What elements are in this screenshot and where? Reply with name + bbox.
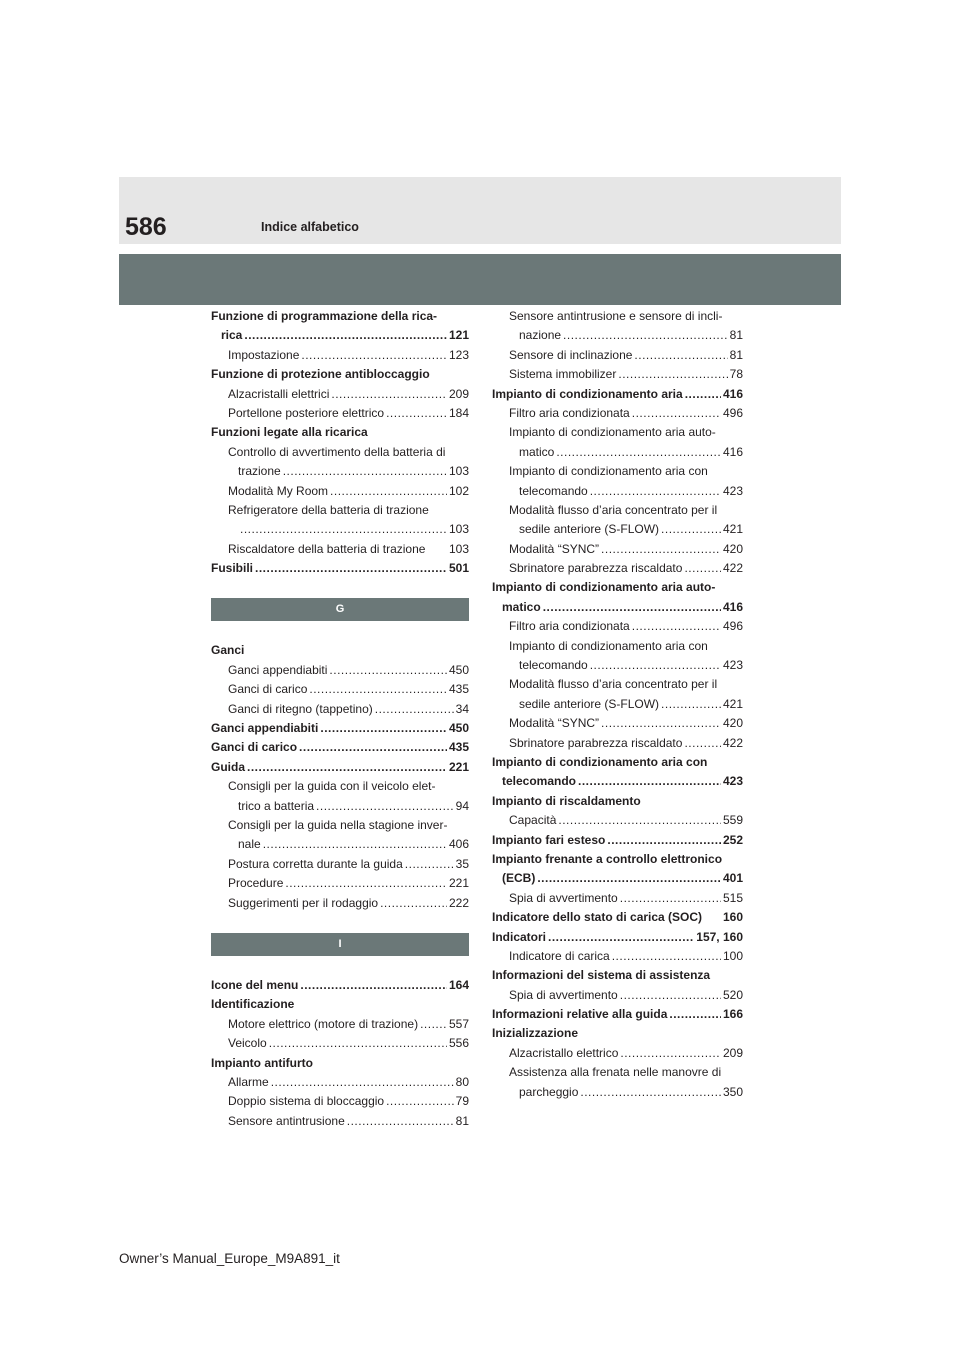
index-entry — [211, 346, 469, 365]
index-entry — [492, 772, 743, 791]
index-entry-page: 81 — [455, 1113, 469, 1128]
index-entry-term: Sensore antintrusione e sensore di incli- — [509, 309, 723, 323]
index-entry-page: 423 — [722, 658, 743, 673]
index-entry-term: Impianto frenante a controllo elettronico — [492, 851, 723, 866]
leader-dots — [320, 719, 447, 738]
index-entry-term: telecomando — [502, 774, 577, 789]
index-entry-term: Alzacristalli elettrici — [228, 386, 330, 401]
index-entry-term: Fusibili — [211, 561, 253, 576]
section-title: Indice alfabetico — [261, 220, 359, 234]
index-entry — [492, 404, 743, 423]
index-entry-term: Ganci di carico — [228, 682, 308, 697]
index-entry — [211, 995, 469, 1014]
index-entry — [211, 816, 469, 835]
index-entry — [211, 404, 469, 423]
index-entry-page: 157, 160 — [696, 929, 743, 944]
index-entry-page: 121 — [448, 328, 469, 343]
index-entry-term: Consigli per la guida nella stagione inver- — [228, 817, 448, 832]
index-entry-page: 103 — [448, 541, 469, 556]
index-entry — [492, 346, 743, 365]
index-entry-term: Ganci appendiabiti — [228, 662, 328, 677]
index-entry-term: telecomando — [519, 483, 588, 498]
index-entry-term: Filtro aria condizionata — [509, 405, 630, 420]
index-entry — [211, 894, 469, 913]
index-entry-term: Identificazione — [211, 997, 295, 1012]
index-entry — [211, 1054, 469, 1073]
index-entry — [492, 443, 743, 462]
index-entry — [492, 1024, 743, 1043]
index-entry-term: Indicatore dello stato di carica (SOC) — [492, 910, 703, 925]
index-entry-term: Veicolo — [228, 1036, 267, 1051]
index-entry — [211, 641, 469, 660]
index-entry-term: Impianto di condizionamento aria — [492, 386, 683, 401]
index-entry-term: Sbrinatore parabrezza riscaldato — [509, 735, 683, 750]
index-entry-term: Modalità “SYNC” — [509, 716, 600, 731]
leader-dots — [661, 520, 721, 539]
index-entry-page: 222 — [448, 895, 469, 910]
left-column — [211, 307, 469, 1131]
index-entry-page: 435 — [448, 682, 469, 697]
footer-doc-id: Owner’s Manual_Europe_M9A891_it — [119, 1251, 340, 1266]
index-entry — [492, 831, 743, 850]
index-entry — [211, 874, 469, 893]
index-entry — [492, 598, 743, 617]
leader-dots — [301, 346, 447, 365]
index-entry — [211, 462, 469, 481]
leader-dots — [580, 1083, 721, 1102]
leader-dots — [240, 520, 447, 539]
leader-dots — [634, 346, 727, 365]
leader-dots — [563, 326, 728, 345]
index-entry-term: nale — [238, 837, 261, 852]
index-entry-term: Procedure — [228, 876, 284, 891]
index-entry-page: 209 — [448, 386, 469, 401]
leader-dots — [632, 404, 721, 423]
index-entry — [492, 986, 743, 1005]
index-entry — [211, 1073, 469, 1092]
index-entry-page: 421 — [722, 696, 743, 711]
leader-dots — [661, 695, 721, 714]
leader-dots — [669, 1005, 721, 1024]
index-entry-page: 166 — [722, 1007, 743, 1022]
right-column — [492, 307, 743, 1102]
leader-dots — [578, 772, 721, 791]
leader-dots — [255, 559, 447, 578]
index-entry-term: Indicatori — [492, 929, 547, 944]
index-entry-page: 556 — [448, 1036, 469, 1051]
index-entry-term: sedile anteriore (S-FLOW) — [519, 696, 660, 711]
index-entry — [492, 1044, 743, 1063]
index-entry — [492, 559, 743, 578]
index-entry-term: Sensore antintrusione — [228, 1113, 345, 1128]
index-entry-term: Riscaldatore della batteria di trazione — [228, 541, 426, 556]
index-entry-page: 123 — [448, 347, 469, 362]
index-entry-page: 221 — [448, 759, 469, 774]
leader-dots — [386, 404, 447, 423]
index-entry-page: 435 — [448, 740, 469, 755]
leader-dots — [537, 869, 721, 888]
index-entry-term: Ganci appendiabiti — [211, 721, 319, 736]
index-entry-term: Spia di avvertimento — [509, 890, 618, 905]
index-entry — [211, 559, 469, 578]
index-entry — [492, 423, 743, 442]
index-entry-page: 103 — [448, 522, 469, 537]
index-entry-term: Informazioni relative alla guida — [492, 1007, 668, 1022]
leader-dots — [607, 831, 721, 850]
index-entry — [492, 385, 743, 404]
leader-dots — [283, 462, 447, 481]
index-entry-term: Doppio sistema di bloccaggio — [228, 1094, 385, 1109]
index-entry-page: 520 — [722, 987, 743, 1002]
index-entry-term: matico — [502, 599, 541, 614]
leader-dots — [612, 947, 721, 966]
page-number: 586 — [125, 213, 167, 241]
index-entry-page: 350 — [722, 1084, 743, 1099]
leader-dots — [556, 443, 721, 462]
index-entry — [492, 540, 743, 559]
index-entry — [492, 501, 743, 520]
index-entry — [492, 947, 743, 966]
index-entry — [492, 928, 743, 947]
index-entry — [211, 797, 469, 816]
index-entry-page: 450 — [448, 721, 469, 736]
index-entry-page: 423 — [722, 774, 743, 789]
index-entry — [211, 758, 469, 777]
index-entry-term: telecomando — [519, 658, 588, 673]
index-entry-term: Consigli per la guida con il veicolo elet- — [228, 779, 436, 794]
index-entry — [211, 855, 469, 874]
header-bar — [119, 177, 841, 244]
index-entry-page: 422 — [722, 561, 743, 576]
leader-dots — [331, 385, 447, 404]
index-entry-term: Capacità — [509, 813, 557, 828]
index-entry-term: matico — [519, 444, 555, 459]
leader-dots — [601, 714, 721, 733]
index-entry — [492, 637, 743, 656]
index-entry — [492, 1063, 743, 1082]
index-entry-page: 416 — [722, 386, 743, 401]
index-entry-term: Informazioni del sistema di assistenza — [492, 968, 711, 983]
leader-dots — [347, 1112, 454, 1131]
index-entry — [492, 675, 743, 694]
index-entry — [211, 700, 469, 719]
index-entry — [211, 326, 469, 345]
index-entry-term: Sensore di inclinazione — [509, 347, 633, 362]
index-entry-term: Funzione di protezione antibloccaggio — [211, 367, 430, 382]
index-entry-term: Spia di avvertimento — [509, 987, 618, 1002]
index-entry — [492, 966, 743, 985]
index-entry — [492, 889, 743, 908]
leader-dots — [375, 700, 454, 719]
index-entry-term: Filtro aria condizionata — [509, 619, 630, 634]
leader-dots — [543, 598, 721, 617]
index-entry-term: Impianto di condizionamento aria con — [509, 464, 708, 479]
leader-dots — [558, 811, 721, 830]
leader-dots — [590, 482, 721, 501]
index-entry — [211, 738, 469, 757]
index-entry-term: Modalità flusso d’aria concentrato per il — [509, 502, 718, 517]
index-entry — [492, 869, 743, 888]
index-entry-term: Impianto di condizionamento aria auto- — [509, 425, 716, 440]
leader-dots — [244, 326, 447, 345]
index-entry-term: Postura corretta durante la guida — [228, 856, 403, 871]
index-entry — [492, 714, 743, 733]
index-entry — [492, 307, 743, 326]
index-entry-page: 102 — [448, 483, 469, 498]
index-entry-page: 79 — [455, 1094, 469, 1109]
index-entry-page: 496 — [722, 405, 743, 420]
index-entry-term: Funzione di programmazione della rica- — [211, 309, 438, 323]
index-entry — [492, 908, 743, 927]
index-entry-term: nazione — [519, 328, 562, 343]
index-entry-page: 94 — [455, 798, 469, 813]
index-entry — [211, 443, 469, 462]
index-entry — [211, 501, 469, 520]
leader-dots — [263, 835, 447, 854]
index-entry — [211, 1092, 469, 1111]
index-entry — [492, 520, 743, 539]
leader-dots — [620, 889, 721, 908]
index-entry-term: Impianto di condizionamento aria auto- — [492, 580, 716, 595]
index-entry-page: 34 — [455, 701, 469, 716]
index-entry — [492, 365, 743, 384]
index-entry-page: 78 — [729, 367, 743, 382]
index-entry-term: Impianto di condizionamento aria con — [492, 754, 708, 769]
index-entry — [492, 578, 743, 597]
index-entry-page: 406 — [448, 837, 469, 852]
index-entry-term: Funzioni legate alla ricarica — [211, 425, 368, 440]
index-entry-term: trico a batteria — [238, 798, 315, 813]
index-entry-term: trazione — [238, 464, 281, 479]
index-entry — [492, 656, 743, 675]
index-entry-page: 416 — [722, 444, 743, 459]
leader-dots — [590, 656, 721, 675]
leader-dots — [632, 617, 721, 636]
index-entry-page: 209 — [722, 1045, 743, 1060]
index-entry-term: Portellone posteriore elettrico — [228, 405, 385, 420]
index-entry — [211, 835, 469, 854]
index-entry-term: Sbrinatore parabrezza riscaldato — [509, 561, 683, 576]
index-entry-page: 184 — [448, 405, 469, 420]
index-entry-page: 420 — [722, 716, 743, 731]
leader-dots — [684, 559, 721, 578]
leader-dots — [601, 540, 721, 559]
index-entry — [211, 365, 469, 384]
index-entry — [211, 540, 469, 559]
leader-dots — [548, 928, 694, 947]
leader-dots — [269, 1034, 447, 1053]
header-band — [119, 254, 841, 305]
index-entry-term: Impianto antifurto — [211, 1055, 313, 1070]
index-entry-term: Inizializzazione — [492, 1026, 579, 1041]
index-entry-page: 559 — [722, 813, 743, 828]
index-entry-page: 496 — [722, 619, 743, 634]
index-entry — [211, 482, 469, 501]
index-entry-term: rica — [221, 328, 243, 343]
leader-dots — [618, 365, 727, 384]
index-entry-term: Alzacristallo elettrico — [509, 1045, 619, 1060]
leader-dots — [271, 1073, 454, 1092]
leader-dots — [329, 661, 447, 680]
index-entry-term: Modalità “SYNC” — [509, 541, 600, 556]
index-entry-page: 103 — [448, 464, 469, 479]
index-entry-page: 80 — [455, 1074, 469, 1089]
index-entry-term: Modalità My Room — [228, 483, 329, 498]
index-entry — [211, 976, 469, 995]
index-entry-term: parcheggio — [519, 1084, 579, 1099]
index-entry — [492, 1005, 743, 1024]
index-entry-term: Impostazione — [228, 347, 300, 362]
index-entry-page: 164 — [448, 977, 469, 992]
letter-heading-i: I — [211, 933, 469, 956]
index-entry-term: Modalità flusso d’aria concentrato per il — [509, 677, 718, 692]
index-entry-term: Ganci — [211, 643, 245, 658]
index-entry-page: 35 — [455, 856, 469, 871]
index-entry — [211, 680, 469, 699]
index-entry-term: (ECB) — [502, 871, 536, 886]
index-entry — [492, 850, 743, 869]
index-entry-page: 81 — [729, 328, 743, 343]
index-entry-page: 421 — [722, 522, 743, 537]
leader-dots — [247, 758, 447, 777]
index-group-f — [211, 307, 469, 578]
index-group-i-cont — [492, 307, 743, 1102]
index-entry-term: Ganci di ritegno (tappetino) — [228, 701, 373, 716]
index-entry — [211, 423, 469, 442]
index-entry-page: 515 — [722, 890, 743, 905]
index-entry — [211, 777, 469, 796]
index-entry-term: Motore elettrico (motore di trazione) — [228, 1016, 419, 1031]
leader-dots — [620, 986, 721, 1005]
index-entry-page: 160 — [722, 910, 743, 925]
index-entry-term: Refrigeratore della batteria di trazione — [228, 502, 429, 517]
index-entry-term: Ganci di carico — [211, 740, 298, 755]
leader-dots — [330, 482, 447, 501]
leader-dots — [300, 976, 447, 995]
index-entry-term: Sistema immobilizer — [509, 367, 617, 382]
index-entry — [211, 1015, 469, 1034]
index-entry — [492, 482, 743, 501]
index-entry-term: Icone del menu — [211, 977, 299, 992]
index-entry-term: Assistenza alla frenata nelle manovre di — [509, 1065, 722, 1080]
index-entry — [211, 307, 469, 326]
index-entry-page: 420 — [722, 541, 743, 556]
leader-dots — [316, 797, 454, 816]
index-entry-page: 100 — [722, 948, 743, 963]
leader-dots — [285, 874, 447, 893]
index-entry — [211, 385, 469, 404]
index-entry-term: Indicatore di carica — [509, 948, 610, 963]
index-entry — [492, 617, 743, 636]
index-entry-term: Impianto fari esteso — [492, 832, 606, 847]
letter-heading-g: G — [211, 598, 469, 621]
index-entry-page: 221 — [448, 876, 469, 891]
leader-dots — [684, 734, 721, 753]
index-entry-page: 81 — [729, 347, 743, 362]
index-entry-term: Allarme — [228, 1074, 269, 1089]
index-entry-page: 423 — [722, 483, 743, 498]
index-entry-page: 501 — [448, 561, 469, 576]
index-entry-page: 416 — [722, 599, 743, 614]
index-entry-term: Impianto di condizionamento aria con — [509, 638, 708, 653]
leader-dots — [299, 738, 447, 757]
index-entry — [492, 1083, 743, 1102]
index-entry — [211, 1112, 469, 1131]
index-group-i — [211, 976, 469, 1131]
index-entry-term: Suggerimenti per il rodaggio — [228, 895, 379, 910]
index-entry — [211, 1034, 469, 1053]
index-entry-term: Guida — [211, 759, 246, 774]
leader-dots — [405, 855, 454, 874]
index-entry-page: 422 — [722, 735, 743, 750]
leader-dots — [685, 385, 721, 404]
leader-dots — [420, 1015, 447, 1034]
index-entry — [492, 695, 743, 714]
index-entry-page: 252 — [722, 832, 743, 847]
index-entry — [492, 462, 743, 481]
index-entry-page: 450 — [448, 662, 469, 677]
index-entry-page: 557 — [448, 1016, 469, 1031]
index-entry — [211, 661, 469, 680]
index-entry-term: sedile anteriore (S-FLOW) — [519, 522, 660, 537]
index-entry — [211, 719, 469, 738]
leader-dots — [620, 1044, 721, 1063]
index-group-g — [211, 641, 469, 912]
index-entry — [492, 734, 743, 753]
index-entry-page: 401 — [722, 871, 743, 886]
leader-dots — [309, 680, 447, 699]
index-entry — [492, 326, 743, 345]
index-entry — [492, 753, 743, 772]
index-entry — [211, 520, 469, 539]
index-entry-term: Controllo di avvertimento della batteria di — [228, 444, 446, 459]
leader-dots — [386, 1092, 454, 1111]
index-entry-term: Impianto di riscaldamento — [492, 793, 641, 808]
leader-dots — [380, 894, 447, 913]
index-entry — [492, 792, 743, 811]
index-entry — [492, 811, 743, 830]
